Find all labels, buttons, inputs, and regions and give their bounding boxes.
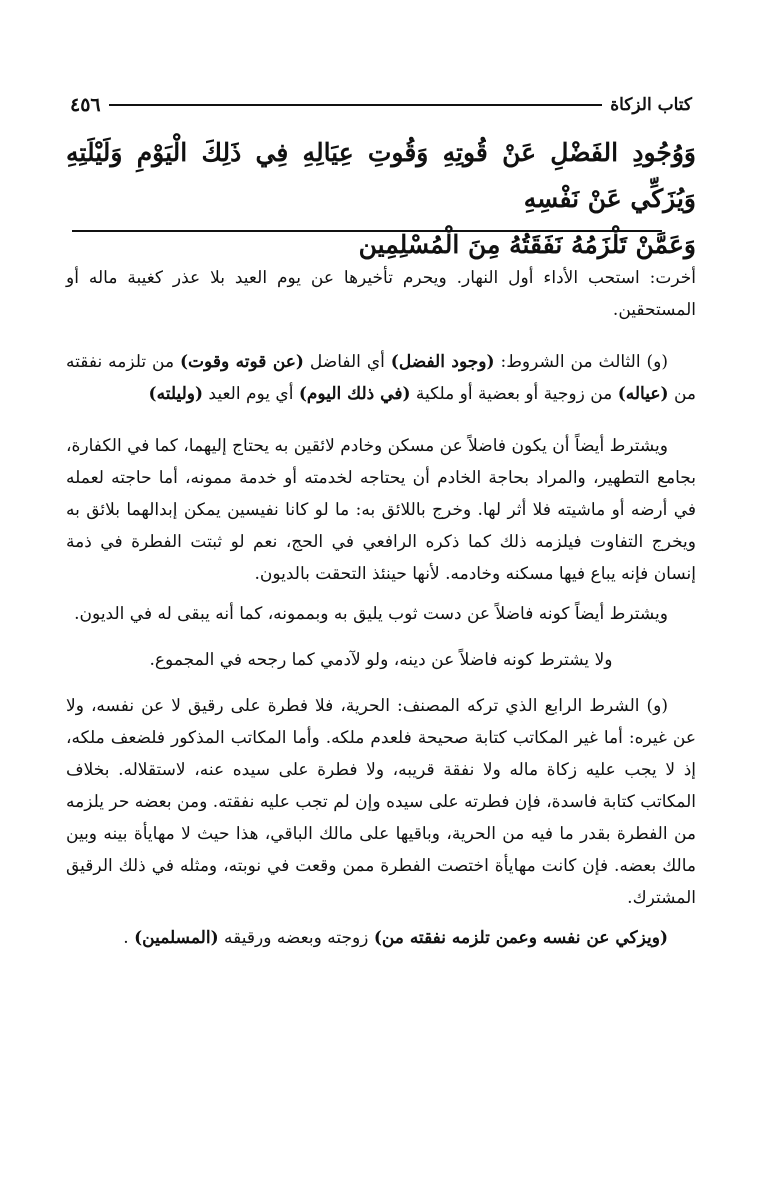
text-run: من زوجية أو بعضية أو ملكية: [410, 384, 618, 404]
quoted-matn: (في ذلك اليوم): [298, 384, 411, 404]
text-run: زوجته وبعضه ورقيقه: [218, 928, 374, 948]
commentary-paragraph: ويشترط أيضاً أن يكون فاضلاً عن مسكن وخادم لائقين به يحتاج إليهما، كما في الكفارة، بجامع التطهير، والمراد بحاجة الخادم أن يحتاجه لخدمته أو خدمة ممونه، أما حاجته لعمله في أرضه أو ماشيته فلا أثر لها. وخرج باللائق به: ما لو كانا نفيسين يمكن إبدالهما بلائق به ويخرج التفاوت فيلزمه ذلك كما ذكره الرافعي في الحج، نعم لو ثبتت الفطرة في ذمة إنسان فإنه يباع فيها مسكنه وخادمه. لأنها حينئذ التحقت بالديون.: [66, 436, 696, 584]
quoted-matn: (وجود الفضل): [390, 352, 495, 372]
quoted-matn: (عياله): [617, 384, 669, 404]
quoted-matn: (وليلته): [148, 384, 204, 404]
running-header: [70, 92, 692, 118]
commentary: [66, 262, 696, 954]
commentary-paragraph: [66, 346, 696, 410]
commentary-paragraph: ويشترط أيضاً كونه فاضلاً عن دست ثوب يليق به وبممونه، كما أنه يبقى له في الديون.: [74, 604, 668, 624]
page-number: ٤٥٦: [70, 94, 101, 116]
quoted-matn: (المسلمين): [134, 928, 219, 948]
text-run: (و) الثالث من الشروط:: [494, 352, 668, 372]
main-text-line: وَعَمَّنْ تَلْزَمُهُ نَفَقَتُهُ مِنَ الْمُسْلِمِين: [358, 230, 696, 259]
book-title: كتاب الزكاة: [610, 95, 692, 115]
text-run: أي الفاضل: [303, 352, 391, 372]
main-text: [66, 130, 696, 268]
quoted-matn: (ويزكي عن نفسه وعمن تلزمه نفقته من): [373, 928, 668, 948]
main-text-divider: [72, 230, 662, 232]
header-rule: [109, 104, 603, 106]
text-run: .: [123, 928, 135, 948]
quoted-matn: (عن قوته وقوت): [180, 352, 304, 372]
main-text-line: وَوُجُودِ الفَضْلِ عَنْ قُوتِهِ وَقُوتِ عِيَالِهِ فِي ذَلِكَ الْيَوْمِ وَلَيْلَتِهِ وَيُزَكِّي عَنْ نَفْسِهِ: [66, 138, 696, 213]
text-run: أي يوم العيد: [203, 384, 299, 404]
commentary-paragraph: (و) الشرط الرابع الذي تركه المصنف: الحرية، فلا فطرة على رقيق لا عن نفسه، ولا عن غيره: أما غير المكاتب كتابة صحيحة فلعدم ملكه. وأما المكاتب المذكور فلضعف ملكه، إذ لا يجب عليه زكاة ماله ولا نفقة قريبه، ولا فطرة على سيده عنه، لاستقلاله. بخلاف المكاتب كتابة فاسدة، فإن فطرته على سيده وإن لم تجب عليه نفقته. ومن بعضه حر يلزمه من الفطرة بقدر ما فيه من الحرية، وباقيها على مالك الباقي، هذا حيث لا مهايأة بينه وبين مالك بعضه. فإن كانت مهايأة اختصت الفطرة ممن وقعت في نوبته، ومثله في ذلك الرقيق المشترك.: [66, 696, 696, 908]
commentary-paragraph: [66, 922, 696, 954]
text-run: من تلزمه نفقته من: [66, 352, 696, 404]
commentary-paragraph: أخرت: استحب الأداء أول النهار. ويحرم تأخيرها عن يوم العيد بلا عذر كغيبة ماله أو المستحقين.: [66, 268, 696, 320]
commentary-paragraph: ولا يشترط كونه فاضلاً عن دينه، ولو لآدمي كما رجحه في المجموع.: [149, 650, 613, 670]
